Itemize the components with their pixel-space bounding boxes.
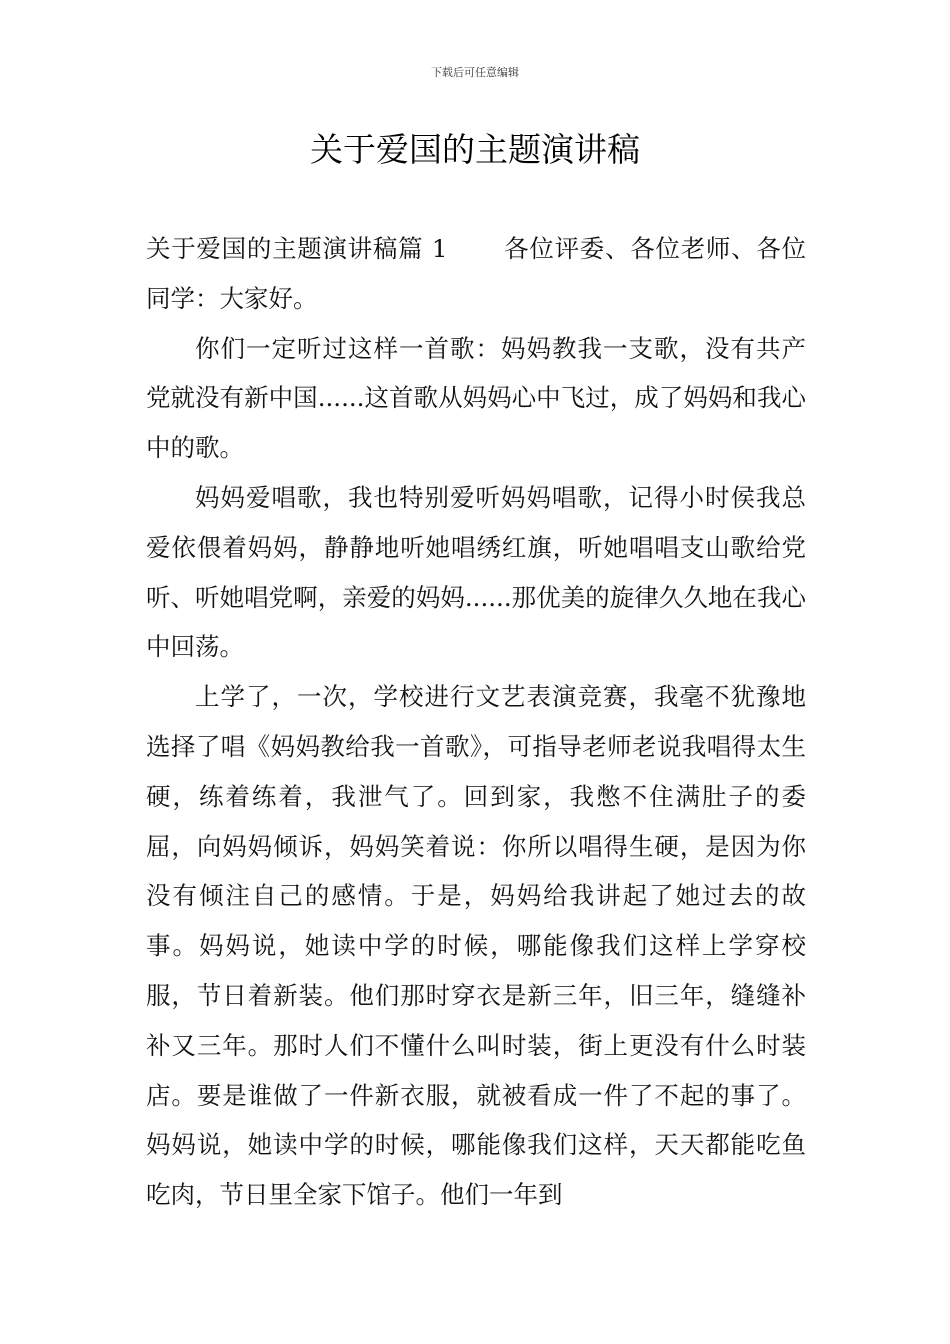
intro-greeting: 各位评委、各位老师、各位同学：大家好。 xyxy=(146,234,806,313)
intro-heading: 关于爱国的主题演讲稿篇 1 xyxy=(146,234,448,263)
intro-paragraph xyxy=(146,224,806,324)
body-paragraph-2: 妈妈爱唱歌，我也特别爱听妈妈唱歌，记得小时侯我总爱依偎着妈妈，静静地听她唱绣红旗，听她唱唱支山歌给党听、听她唱党啊，亲爱的妈妈......那优美的旋律久久地在我心中回荡。 xyxy=(146,482,806,662)
document-body xyxy=(146,224,806,1220)
header-note: 下载后可任意编辑 xyxy=(431,66,519,79)
body-paragraph-3: 上学了，一次，学校进行文艺表演竞赛，我毫不犹豫地选择了唱《妈妈教给我一首歌》，可指导老师老说我唱得太生硬，练着练着，我泄气了。回到家，我憋不住满肚子的委屈，向妈妈倾诉，妈妈笑着说：你所以唱得生硬，是因为你没有倾注自己的感情。于是，妈妈给我讲起了她过去的故事。妈妈说，她读中学的时候，哪能像我们这样上学穿校服，节日着新装。他们那时穿衣是新三年，旧三年，缝缝补补又三年。那时人们不懂什么叫时装，街上更没有什么时装店。要是谁做了一件新衣服，就被看成一件了不起的事了。妈妈说，她读中学的时候，哪能像我们这样，天天都能吃鱼吃肉，节日里全家下馆子。他们一年到 xyxy=(146,682,806,1210)
document-title: 关于爱国的主题演讲稿 xyxy=(310,130,640,169)
body-paragraph-1: 你们一定听过这样一首歌：妈妈教我一支歌，没有共产党就没有新中国......这首歌从妈妈心中飞过，成了妈妈和我心中的歌。 xyxy=(146,333,806,463)
